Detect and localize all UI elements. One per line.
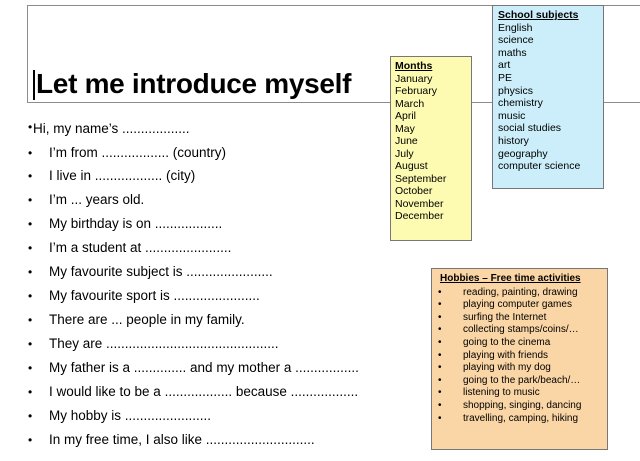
prompt-text: My father is a .............. and my mother a ................. bbox=[49, 360, 359, 375]
page-title: Let me introduce myself bbox=[36, 68, 352, 99]
hobby-item: • playing computer games bbox=[438, 299, 607, 312]
hobby-item: • travelling, camping, hiking bbox=[438, 413, 607, 426]
hobby-item: • reading, painting, drawing bbox=[438, 287, 607, 300]
prompt-text: My favourite subject is ....................... bbox=[49, 264, 273, 279]
prompt-text: I live in .................. (city) bbox=[49, 168, 196, 183]
month-item: February bbox=[395, 85, 438, 97]
prompt-text: I’m ... years old. bbox=[49, 192, 145, 207]
month-item: December bbox=[395, 210, 444, 222]
month-item: November bbox=[395, 197, 444, 210]
month-item: October bbox=[395, 185, 433, 197]
prompt-text: I’m from .................. (country) bbox=[49, 144, 227, 160]
subject-item: computer science bbox=[498, 160, 581, 173]
hobby-item: • playing with friends bbox=[438, 350, 607, 363]
subject-item: social studies bbox=[498, 122, 562, 135]
prompt-text: My favourite sport is ....................... bbox=[49, 288, 260, 303]
subject-item: history bbox=[498, 134, 529, 147]
hobby-item: • going to the park/beach/… bbox=[438, 375, 607, 388]
subject-item: physics bbox=[498, 84, 534, 97]
month-item: July bbox=[395, 147, 414, 160]
month-item: September bbox=[395, 172, 447, 185]
prompt-text: My hobby is ....................... bbox=[49, 408, 212, 423]
prompt-text: My birthday is on .................. bbox=[49, 216, 223, 231]
month-item: June bbox=[395, 135, 418, 147]
text-cursor bbox=[33, 70, 35, 100]
prompt-text: There are ... people in my family. bbox=[49, 312, 245, 327]
month-item: April bbox=[395, 110, 417, 122]
hobby-item: • surfing the Internet bbox=[438, 312, 607, 325]
prompt-text: In my free time, I also like ............................. bbox=[49, 432, 315, 447]
hobby-item: • going to the cinema bbox=[438, 337, 607, 350]
subject-item: music bbox=[498, 109, 526, 122]
prompt-text: I would like to be a .................. because .................. bbox=[49, 384, 359, 399]
hobby-item: • playing with my dog bbox=[438, 362, 607, 375]
hobbies-box bbox=[431, 268, 608, 450]
subject-item: English bbox=[498, 21, 533, 34]
hobby-item: • listening to music bbox=[438, 387, 607, 400]
hobby-item: • collecting stamps/coins/… bbox=[438, 324, 607, 337]
hobbies-list bbox=[438, 287, 607, 426]
month-item: March bbox=[395, 97, 425, 110]
subject-item: chemistry bbox=[498, 97, 543, 110]
subject-item: maths bbox=[498, 46, 527, 59]
prompt-text: Hi, my name’s .................. bbox=[33, 121, 190, 136]
subjects-heading: School subjects bbox=[498, 9, 579, 21]
prompt-text: They are .............................................. bbox=[49, 336, 279, 351]
hobby-item: • shopping, singing, dancing bbox=[438, 400, 607, 413]
month-item: May bbox=[395, 122, 415, 135]
month-item: January bbox=[395, 72, 433, 85]
subject-item: geography bbox=[498, 147, 548, 160]
months-box bbox=[390, 56, 472, 241]
hobbies-heading: Hobbies – Free time activities bbox=[440, 273, 581, 284]
subject-item: PE bbox=[498, 71, 513, 84]
prompt-text: I’m a student at ....................... bbox=[49, 240, 232, 255]
months-heading: Months bbox=[395, 60, 433, 72]
subject-item: science bbox=[498, 34, 534, 47]
month-item: August bbox=[395, 160, 428, 172]
subject-item: art bbox=[498, 59, 511, 72]
school-subjects-box bbox=[492, 5, 604, 189]
